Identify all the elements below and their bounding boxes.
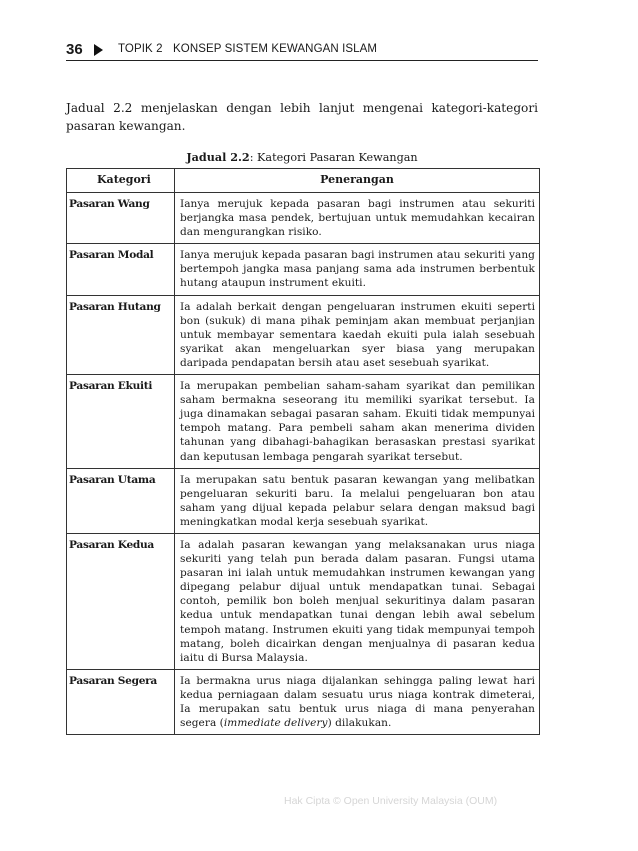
penerangan-cell: Ianya merujuk kepada pasaran bagi instrumen atau sekuriti berjangka masa pendek, bertujuan untuk memudahkan kecairan dan mengurangkan risiko. xyxy=(175,193,540,244)
page-number: 36 xyxy=(66,41,83,58)
kategori-cell: Pasaran Utama xyxy=(67,468,175,533)
table-row xyxy=(67,669,540,734)
table-header-row xyxy=(67,169,540,193)
topic-label: TOPIK 2 xyxy=(118,43,163,55)
intro-paragraph: Jadual 2.2 menjelaskan dengan lebih lanjut mengenai kategori-kategori pasaran kewangan. xyxy=(66,101,538,133)
kategori-pasaran-table xyxy=(66,168,540,735)
kategori-cell: Pasaran Wang xyxy=(67,193,175,244)
kategori-cell: Pasaran Hutang xyxy=(67,295,175,374)
table-caption xyxy=(66,150,538,164)
penerangan-cell: Ianya merujuk kepada pasaran bagi instrumen atau sekuriti yang bertempoh jangka masa panjang sama ada instrumen berbentuk hutang ataupun instrument ekuiti. xyxy=(175,244,540,295)
penerangan-text: Ia bermakna urus niaga dijalankan sehingga paling lewat hari kedua perniagaan dalam sesuatu urus niaga kontrak dimeterai, Ia merupakan satu bentuk urus niaga di mana penyerahan segera ( xyxy=(180,674,535,730)
penerangan-cell xyxy=(175,669,540,734)
kategori-cell: Pasaran Ekuiti xyxy=(67,375,175,469)
penerangan-cell: Ia merupakan satu bentuk pasaran kewangan yang melibatkan pengeluaran sekuriti baru. Ia melalui pengeluaran bon atau saham yang dijual kepada pelabur selara dengan maksud bagi meningkatkan modal kerja sesebuah syarikat. xyxy=(175,468,540,533)
running-header xyxy=(66,40,538,61)
table-caption-label: Jadual 2.2 xyxy=(186,150,250,164)
kategori-cell: Pasaran Kedua xyxy=(67,533,175,669)
penerangan-cell: Ia merupakan pembelian saham-saham syarikat dan pemilikan saham bermakna seseorang itu memiliki syarikat tersebut. Ia juga dinamakan sebagai pasaran saham. Ekuiti tidak mempunyai tempoh matang. Para pembeli saham akan menerima dividen tahunan yang dibahagi-bahagikan berasaskan prestasi syarikat dan keputusan lembaga pengarah syarikat tersebut. xyxy=(175,375,540,469)
penerangan-italic-term: immediate delivery xyxy=(223,717,328,730)
table-row xyxy=(67,468,540,533)
table-caption-text: : Kategori Pasaran Kewangan xyxy=(249,151,418,164)
triangle-right-icon xyxy=(94,44,103,56)
penerangan-cell: Ia adalah berkait dengan pengeluaran instrumen ekuiti seperti bon (sukuk) di mana pihak peminjam akan membuat perjanjian untuk membayar sementara kaedah ekuiti pula ialah sesebuah syarikat akan mengeluarkan syer biasa yang merupakan daripada pendapatan bersih atau aset sesebuah syarikat. xyxy=(175,295,540,374)
table-row xyxy=(67,244,540,295)
penerangan-cell: Ia adalah pasaran kewangan yang melaksanakan urus niaga sekuriti yang telah pun berada dalam pasaran. Fungsi utama pasaran ini ialah untuk memudahkan instrumen kewangan yang dipegang pelabur dijual untuk mendapatkan tunai. Sebagai contoh, pemilik bon boleh menjual sekuritinya dalam pasaran kedua untuk mendapatkan tunai dengan lebih awal sebelum tempoh matang. Instrumen ekuiti yang tidak mempunyai tempoh matang, boleh dicairkan dengan menjualnya di pasaran kedua iaitu di Bursa Malaysia. xyxy=(175,533,540,669)
copyright-footer: Hak Cipta © Open University Malaysia (OUM) xyxy=(284,795,498,807)
kategori-cell: Pasaran Modal xyxy=(67,244,175,295)
table-row xyxy=(67,295,540,374)
kategori-cell: Pasaran Segera xyxy=(67,669,175,734)
column-header-penerangan: Penerangan xyxy=(175,169,540,193)
column-header-kategori: Kategori xyxy=(67,169,175,193)
penerangan-text: ) dilakukan. xyxy=(327,717,392,730)
table-row xyxy=(67,375,540,469)
chapter-title: KONSEP SISTEM KEWANGAN ISLAM xyxy=(173,43,378,55)
table-row xyxy=(67,193,540,244)
table-row xyxy=(67,533,540,669)
